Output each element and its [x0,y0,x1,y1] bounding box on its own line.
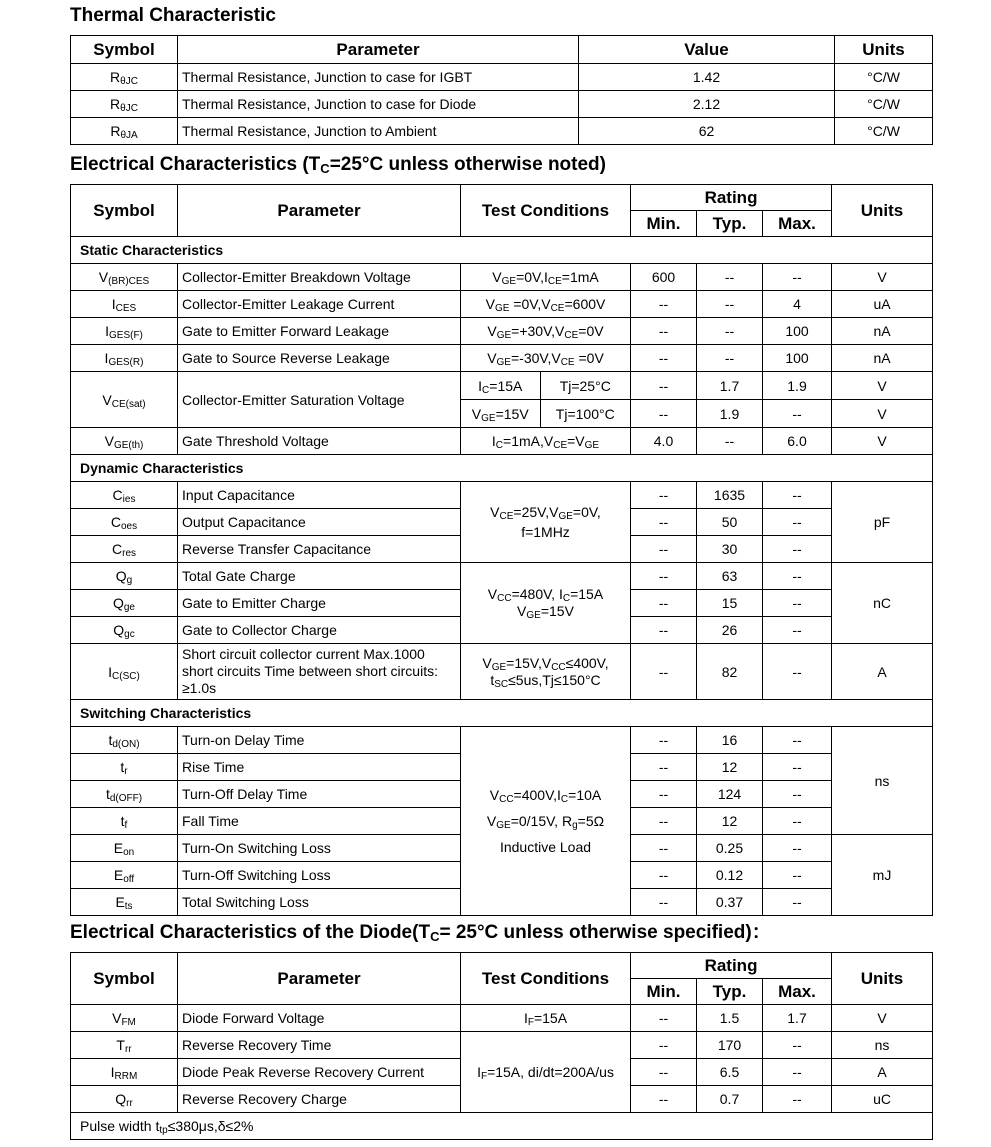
max-cell: 1.7 [763,1005,832,1032]
min-cell: -- [631,754,697,781]
min-cell: -- [631,291,697,318]
static-section-label: Static Characteristics [71,237,933,264]
typ-cell: -- [697,345,763,372]
unit-cell: nA [832,345,933,372]
typ-cell: 1.7 [697,372,763,400]
parameter-cell: Turn-Off Delay Time [178,781,461,808]
col-units: Units [835,36,933,64]
symbol-cell: $T_{rr}$ [71,1032,178,1059]
min-cell: 4.0 [631,428,697,455]
symbol-cell: $R_{\theta JA}$ [71,118,178,145]
table-row [71,372,933,400]
max-cell: -- [763,1032,832,1059]
parameter-cell: Reverse Transfer Capacitance [178,536,461,563]
col-parameter: Parameter [178,36,579,64]
parameter-cell: Thermal Resistance, Junction to case for IGBT [178,64,579,91]
switching-section-label: Switching Characteristics [71,700,933,727]
parameter-cell: Thermal Resistance, Junction to Ambient [178,118,579,145]
parameter-cell: Gate Threshold Voltage [178,428,461,455]
condition-cell: $I_C=1mA,V_{CE}=V_{GE}$ [461,428,631,455]
symbol-cell: $C_{res}$ [71,536,178,563]
symbol-cell: $C_{ies}$ [71,482,178,509]
col-rating: Rating [631,953,832,979]
min-cell: 600 [631,264,697,291]
table-row [71,482,933,509]
col-units: Units [832,953,933,1005]
unit-cell: A [832,1059,933,1086]
typ-cell: -- [697,264,763,291]
parameter-cell: Fall Time [178,808,461,835]
typ-cell: 0.37 [697,889,763,916]
table-row [71,1032,933,1059]
symbol-cell: $Q_g$ [71,563,178,590]
symbol-cell: $t_f$ [71,808,178,835]
symbol-cell: $Q_{rr}$ [71,1086,178,1113]
col-typ: Typ. [697,211,763,237]
col-symbol: Symbol [71,36,178,64]
min-cell: -- [631,345,697,372]
condition-tj-100: Tj=100°C [540,400,630,428]
typ-cell: 63 [697,563,763,590]
max-cell: 100 [763,318,832,345]
max-cell: -- [763,754,832,781]
table-row [71,318,933,345]
col-symbol: Symbol [71,185,178,237]
condition-cell: $V_{CC}=400V,I_C=10A$ $V_{GE}=0/15V$, $R_g=5\Omega$ Inductive Load [461,727,631,916]
min-cell: -- [631,835,697,862]
typ-cell: -- [697,318,763,345]
min-cell: -- [631,889,697,916]
col-value: Value [579,36,835,64]
dynamic-section-label: Dynamic Characteristics [71,455,933,482]
symbol-cell: $E_{ts}$ [71,889,178,916]
col-units: Units [832,185,933,237]
min-cell: -- [631,862,697,889]
parameter-cell: Input Capacitance [178,482,461,509]
parameter-cell: Total Switching Loss [178,889,461,916]
parameter-cell: Reverse Recovery Time [178,1032,461,1059]
parameter-cell: Total Gate Charge [178,563,461,590]
unit-cell: ns [832,1032,933,1059]
condition-cell: $I_F=15A$, di/dt=200A/us [461,1032,631,1113]
diode-table [70,952,933,1140]
typ-cell: 124 [697,781,763,808]
typ-cell: -- [697,428,763,455]
condition-cell: $V_{GE}=15V,V_{CC}\le 400V$, $t_{SC}\le 5us,Tj\le 150^\circ C$ [461,644,631,700]
pulse-width-note: Pulse width $t_{tp}\le 380\mu s,\delta\le 2\%$ [71,1113,933,1140]
max-cell: -- [763,727,832,754]
max-cell: -- [763,835,832,862]
symbol-cell: $R_{\theta JC}$ [71,91,178,118]
unit-cell: °C/W [835,91,933,118]
condition-cell: $V_{GE} =0V,V_{CE}=600V$ [461,291,631,318]
parameter-cell: Gate to Collector Charge [178,617,461,644]
table-row [71,727,933,754]
min-cell: -- [631,1005,697,1032]
unit-cell: nC [832,563,933,644]
max-cell: -- [763,781,832,808]
symbol-cell: $t_r$ [71,754,178,781]
parameter-cell: Collector-Emitter Breakdown Voltage [178,264,461,291]
max-cell: -- [763,400,832,428]
max-cell: -- [763,889,832,916]
col-typ: Typ. [697,979,763,1005]
symbol-cell: $Q_{ge}$ [71,590,178,617]
symbol-cell: $I_{GES(F)}$ [71,318,178,345]
min-cell: -- [631,590,697,617]
section-row [71,237,933,264]
col-min: Min. [631,211,697,237]
unit-cell: V [832,1005,933,1032]
col-max: Max. [763,979,832,1005]
condition-cell: $V_{GE}=+30V,V_{CE}=0V$ [461,318,631,345]
typ-cell: 15 [697,590,763,617]
typ-cell: 1635 [697,482,763,509]
parameter-cell: Diode Peak Reverse Recovery Current [178,1059,461,1086]
condition-cell: $V_{GE}=0V,I_{CE}=1mA$ [461,264,631,291]
table-row [71,118,933,145]
min-cell: -- [631,509,697,536]
unit-cell: nA [832,318,933,345]
table-row [71,1005,933,1032]
typ-cell: 6.5 [697,1059,763,1086]
min-cell: -- [631,727,697,754]
value-cell: 62 [579,118,835,145]
parameter-cell: Short circuit collector current Max.1000 short circuits Time between short circuits: ≥1.0s [178,644,461,700]
parameter-cell: Turn-on Delay Time [178,727,461,754]
unit-cell: °C/W [835,64,933,91]
table-row [71,644,933,700]
col-max: Max. [763,211,832,237]
max-cell: 1.9 [763,372,832,400]
max-cell: -- [763,590,832,617]
min-cell: -- [631,372,697,400]
parameter-cell: Rise Time [178,754,461,781]
parameter-cell: Collector-Emitter Saturation Voltage [178,372,461,428]
diode-title: Electrical Characteristics of the $Diode(T_C= 25^\circ C$ unless otherwise specified)： [70,922,771,944]
min-cell: -- [631,781,697,808]
max-cell: -- [763,264,832,291]
min-cell: -- [631,482,697,509]
typ-cell: 16 [697,727,763,754]
max-cell: 4 [763,291,832,318]
min-cell: -- [631,563,697,590]
col-rating: Rating [631,185,832,211]
typ-cell: 1.5 [697,1005,763,1032]
table-row [71,291,933,318]
unit-cell: V [832,372,933,400]
unit-cell: V [832,428,933,455]
condition-cell: $V_{GE}=-30V,V_{CE} =0V$ [461,345,631,372]
table-row [71,91,933,118]
typ-cell: 0.7 [697,1086,763,1113]
table-row [71,563,933,590]
symbol-cell: $E_{on}$ [71,835,178,862]
table-row [71,64,933,91]
symbol-cell: $I_{C(SC)}$ [71,644,178,700]
min-cell: -- [631,400,697,428]
condition-ic: $I_C=15A$ [478,377,523,396]
col-test-conditions: Test Conditions [461,953,631,1005]
split-conditions [461,372,630,427]
max-cell: -- [763,509,832,536]
electrical-table [70,184,933,916]
symbol-cell: $I_{CES}$ [71,291,178,318]
parameter-cell: Reverse Recovery Charge [178,1086,461,1113]
thermal-title: Thermal Characteristic [70,5,276,26]
max-cell: -- [763,808,832,835]
condition-cell [461,372,631,428]
condition-tj-25: Tj=25°C [540,372,630,400]
col-symbol: Symbol [71,953,178,1005]
col-test-conditions: Test Conditions [461,185,631,237]
parameter-cell: Turn-On Switching Loss [178,835,461,862]
max-cell: -- [763,644,832,700]
thermal-header-row [71,36,933,64]
min-cell: -- [631,1032,697,1059]
parameter-cell: Gate to Source Reverse Leakage [178,345,461,372]
thermal-table [70,35,933,145]
unit-cell: V [832,264,933,291]
min-cell: -- [631,318,697,345]
max-cell: -- [763,1086,832,1113]
unit-cell: mJ [832,835,933,916]
symbol-cell: $V_{CE(sat)}$ [71,372,178,428]
parameter-cell: Output Capacitance [178,509,461,536]
min-cell: -- [631,1086,697,1113]
max-cell: -- [763,862,832,889]
symbol-cell: $V_{(BR)CES}$ [71,264,178,291]
condition-cell: $V_{CE}=25V,V_{GE}=0V$, f=1MHz [461,482,631,563]
typ-cell: 30 [697,536,763,563]
max-cell: 6.0 [763,428,832,455]
max-cell: -- [763,617,832,644]
max-cell: -- [763,563,832,590]
value-cell: 1.42 [579,64,835,91]
parameter-cell: Turn-Off Switching Loss [178,862,461,889]
col-min: Min. [631,979,697,1005]
typ-cell: 50 [697,509,763,536]
symbol-cell: $t_{d(ON)}$ [71,727,178,754]
typ-cell: 170 [697,1032,763,1059]
unit-cell: uC [832,1086,933,1113]
max-cell: -- [763,1059,832,1086]
typ-cell: 12 [697,808,763,835]
unit-cell: A [832,644,933,700]
min-cell: -- [631,1059,697,1086]
max-cell: -- [763,536,832,563]
table-row [71,345,933,372]
parameter-cell: Collector-Emitter Leakage Current [178,291,461,318]
min-cell: -- [631,617,697,644]
unit-cell: ns [832,727,933,835]
symbol-cell: $I_{RRM}$ [71,1059,178,1086]
typ-cell: 0.12 [697,862,763,889]
condition-cell: $V_{CC}=480V$, $I_C=15A$ $V_{GE}=15V$ [461,563,631,644]
parameter-cell: Gate to Emitter Forward Leakage [178,318,461,345]
symbol-cell: $I_{GES(R)}$ [71,345,178,372]
unit-cell: uA [832,291,933,318]
unit-cell: °C/W [835,118,933,145]
table-row [71,428,933,455]
parameter-cell: Thermal Resistance, Junction to case for Diode [178,91,579,118]
symbol-cell: $V_{FM}$ [71,1005,178,1032]
min-cell: -- [631,536,697,563]
max-cell: -- [763,482,832,509]
section-row [71,455,933,482]
condition-cell: $I_F=15A$ [461,1005,631,1032]
col-parameter: Parameter [178,953,461,1005]
typ-cell: 26 [697,617,763,644]
max-cell: 100 [763,345,832,372]
typ-cell: 0.25 [697,835,763,862]
unit-cell: V [832,400,933,428]
typ-cell: 1.9 [697,400,763,428]
unit-cell: pF [832,482,933,563]
note-row [71,1113,933,1140]
electrical-header-row [71,185,933,211]
condition-vge: $V_{GE}=15V$ [461,400,540,428]
typ-cell: -- [697,291,763,318]
typ-cell: 82 [697,644,763,700]
col-parameter: Parameter [178,185,461,237]
value-cell: 2.12 [579,91,835,118]
table-row [71,264,933,291]
min-cell: -- [631,808,697,835]
section-row [71,700,933,727]
symbol-cell: $Q_{gc}$ [71,617,178,644]
parameter-cell: Diode Forward Voltage [178,1005,461,1032]
min-cell: -- [631,644,697,700]
symbol-cell: $C_{oes}$ [71,509,178,536]
symbol-cell: $V_{GE(th)}$ [71,428,178,455]
parameter-cell: Gate to Emitter Charge [178,590,461,617]
symbol-cell: $t_{d(OFF)}$ [71,781,178,808]
electrical-title: Electrical Characteristics ($T_C=25^\circ C$ unless otherwise noted) [70,154,606,176]
typ-cell: 12 [697,754,763,781]
symbol-cell: $R_{\theta JC}$ [71,64,178,91]
symbol-cell: $E_{off}$ [71,862,178,889]
diode-header-row [71,953,933,979]
